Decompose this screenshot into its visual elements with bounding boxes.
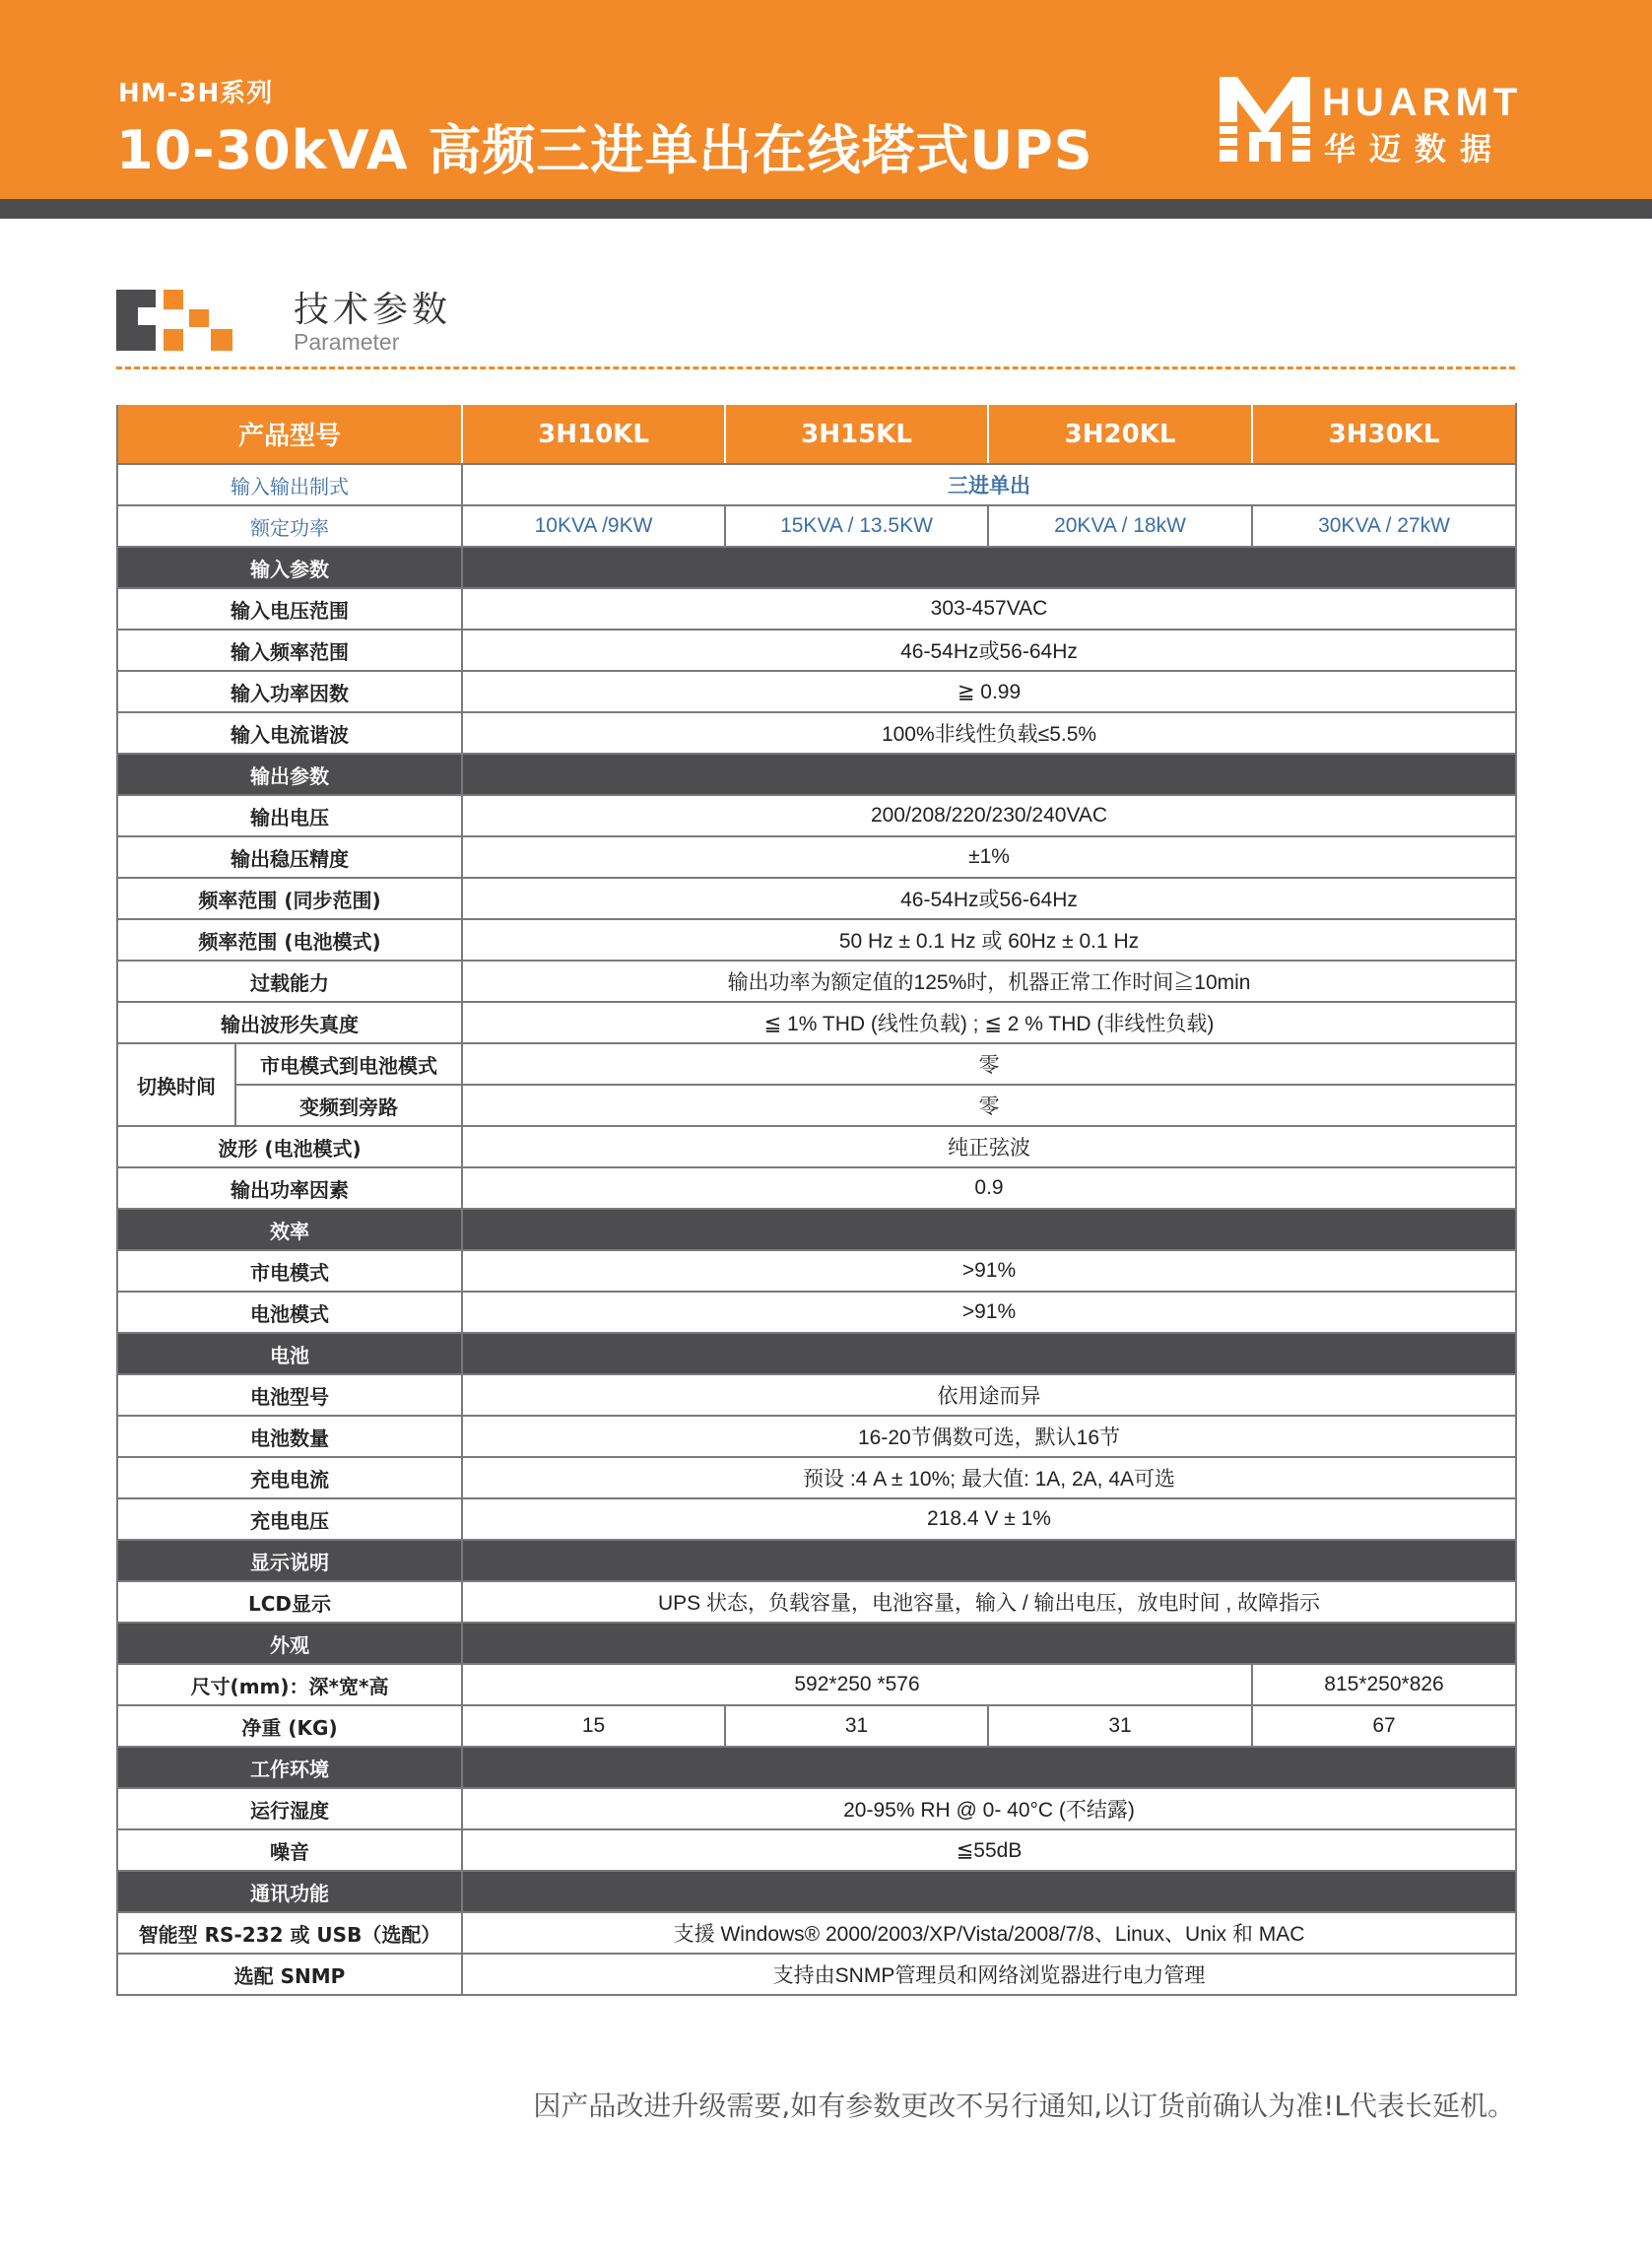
row-value: 100%非线性负载≤5.5% (462, 712, 1516, 754)
spec-table (116, 403, 1517, 1996)
table-row (117, 1705, 1516, 1747)
row-label: 充电电流 (117, 1457, 462, 1498)
row-label: 输入功率因数 (117, 671, 462, 712)
table-section-row (117, 1747, 1516, 1788)
table-row (117, 1416, 1516, 1457)
row-label: 充电电压 (117, 1498, 462, 1540)
row-label: 输入电压范围 (117, 588, 462, 630)
section-title: 技术参数 (294, 290, 452, 330)
logo-mark-icon (1220, 77, 1310, 162)
table-section-row (117, 547, 1516, 588)
table-row (117, 1043, 1516, 1085)
series-label: HM-3H系列 (118, 79, 274, 108)
header-model-4: 3H30KL (1252, 404, 1516, 464)
row-value: 30KVA / 27kW (1252, 505, 1516, 547)
row-value: 31 (988, 1705, 1252, 1747)
row-value: 218.4 V ± 1% (462, 1498, 1516, 1540)
row-label: 智能型 RS-232 或 USB（选配） (117, 1912, 462, 1954)
row-label: 输出电压 (117, 795, 462, 836)
section-subtitle: Parameter (294, 329, 400, 355)
table-row (117, 795, 1516, 836)
row-value: 15KVA / 13.5KW (725, 505, 988, 547)
table-row (117, 836, 1516, 878)
table-section-row (117, 1623, 1516, 1664)
row-value: ≧ 0.99 (462, 671, 1516, 712)
row-label: LCD显示 (117, 1581, 462, 1623)
table-row (117, 1581, 1516, 1623)
section-label: 通讯功能 (117, 1871, 462, 1912)
brand-logo (1220, 77, 1523, 167)
row-value: >91% (462, 1292, 1516, 1333)
row-value: 依用途而异 (462, 1374, 1516, 1416)
table-row (117, 1126, 1516, 1167)
row-label: 噪音 (117, 1829, 462, 1871)
table-row (117, 1374, 1516, 1416)
section-label: 工作环境 (117, 1747, 462, 1788)
row-value: 15 (462, 1705, 725, 1747)
table-row (117, 961, 1516, 1002)
row-value: 10KVA /9KW (462, 505, 725, 547)
row-value: 零 (462, 1085, 1516, 1126)
row-value: >91% (462, 1250, 1516, 1292)
row-value: 纯正弦波 (462, 1126, 1516, 1167)
row-sublabel: 市电模式到电池模式 (235, 1043, 462, 1085)
header-model-1: 3H10KL (462, 404, 725, 464)
row-label: 净重 (KG) (117, 1705, 462, 1747)
table-row (117, 1250, 1516, 1292)
table-row (117, 671, 1516, 712)
table-row (117, 1167, 1516, 1209)
table-row (117, 1829, 1516, 1871)
row-label: 频率范围 (同步范围) (117, 878, 462, 919)
table-row (117, 505, 1516, 547)
section-divider (116, 366, 1515, 369)
row-label: 运行湿度 (117, 1788, 462, 1829)
row-label: 输出稳压精度 (117, 836, 462, 878)
table-section-row (117, 754, 1516, 795)
row-value: 31 (725, 1705, 988, 1747)
row-value: 67 (1252, 1705, 1516, 1747)
row-label: 频率范围 (电池模式) (117, 919, 462, 961)
table-section-row (117, 1333, 1516, 1374)
table-row (117, 1664, 1516, 1705)
row-label: 电池型号 (117, 1374, 462, 1416)
row-value: 815*250*826 (1252, 1664, 1516, 1705)
row-label: 电池数量 (117, 1416, 462, 1457)
logo-text-en: HUARMT (1322, 81, 1523, 124)
row-value: 20KVA / 18kW (988, 505, 1252, 547)
table-row (117, 588, 1516, 630)
row-sublabel: 变频到旁路 (235, 1085, 462, 1126)
row-value: 592*250 *576 (462, 1664, 1252, 1705)
section-blocks-icon (116, 290, 232, 351)
row-value: 16-20节偶数可选，默认16节 (462, 1416, 1516, 1457)
row-value: 46-54Hz或56-64Hz (462, 878, 1516, 919)
row-label: 波形 (电池模式) (117, 1126, 462, 1167)
row-label: 输出波形失真度 (117, 1002, 462, 1043)
table-row (117, 1498, 1516, 1540)
row-label: 过载能力 (117, 961, 462, 1002)
footnote: 因产品改进升级需要,如有参数更改不另行通知,以订货前确认为准!L代表长延机。 (533, 2090, 1515, 2122)
row-label: 电池模式 (117, 1292, 462, 1333)
table-row (117, 1954, 1516, 1995)
row-label: 额定功率 (117, 505, 462, 547)
row-value: ≦55dB (462, 1829, 1516, 1871)
row-value: 200/208/220/230/240VAC (462, 795, 1516, 836)
table-row (117, 919, 1516, 961)
row-value: 303-457VAC (462, 588, 1516, 630)
table-row (117, 464, 1516, 505)
table-section-row (117, 1209, 1516, 1250)
header-model-2: 3H15KL (725, 404, 988, 464)
row-value: 三进单出 (462, 464, 1516, 505)
row-label: 选配 SNMP (117, 1954, 462, 1995)
table-row (117, 712, 1516, 754)
row-label: 输入输出制式 (117, 464, 462, 505)
row-value: UPS 状态，负载容量，电池容量，输入 / 输出电压，放电时间 , 故障指示 (462, 1581, 1516, 1623)
row-value: 46-54Hz或56-64Hz (462, 630, 1516, 671)
section-label: 输出参数 (117, 754, 462, 795)
table-section-row (117, 1540, 1516, 1581)
section-label: 电池 (117, 1333, 462, 1374)
header-model-3: 3H20KL (988, 404, 1252, 464)
row-value: 零 (462, 1043, 1516, 1085)
row-label: 输出功率因素 (117, 1167, 462, 1209)
header-model-label: 产品型号 (117, 404, 462, 464)
table-section-row (117, 1871, 1516, 1912)
row-label: 输入频率范围 (117, 630, 462, 671)
row-value: 支持由SNMP管理员和网络浏览器进行电力管理 (462, 1954, 1516, 1995)
row-value: 0.9 (462, 1167, 1516, 1209)
row-value: ±1% (462, 836, 1516, 878)
row-label: 市电模式 (117, 1250, 462, 1292)
section-label: 外观 (117, 1623, 462, 1664)
row-label: 切换时间 (117, 1043, 235, 1126)
row-value: 50 Hz ± 0.1 Hz 或 60Hz ± 0.1 Hz (462, 919, 1516, 961)
table-row (117, 1085, 1516, 1126)
table-row (117, 1457, 1516, 1498)
logo-text-cn: 华迈数据 (1324, 130, 1506, 167)
row-value: 预设 :4 A ± 10%; 最大值: 1A, 2A, 4A可选 (462, 1457, 1516, 1498)
page-title: 10-30kVA 高频三进单出在线塔式UPS (116, 119, 1093, 181)
section-label: 输入参数 (117, 547, 462, 588)
row-value: 支援 Windows® 2000/2003/XP/Vista/2008/7/8、Linux、Unix 和 MAC (462, 1912, 1516, 1954)
table-row (117, 630, 1516, 671)
table-header-row (117, 404, 1516, 464)
table-row (117, 1292, 1516, 1333)
header-strip (0, 199, 1652, 219)
row-label: 尺寸(mm)：深*宽*高 (117, 1664, 462, 1705)
section-label: 效率 (117, 1209, 462, 1250)
table-row (117, 1912, 1516, 1954)
row-value: 20-95% RH @ 0- 40°C (不结露) (462, 1788, 1516, 1829)
row-label: 输入电流谐波 (117, 712, 462, 754)
row-value: 输出功率为额定值的125%时，机器正常工作时间≧10min (462, 961, 1516, 1002)
table-row (117, 1002, 1516, 1043)
row-value: ≦ 1% THD (线性负载) ; ≦ 2 % THD (非线性负载) (462, 1002, 1516, 1043)
table-row (117, 878, 1516, 919)
table-row (117, 1788, 1516, 1829)
section-label: 显示说明 (117, 1540, 462, 1581)
